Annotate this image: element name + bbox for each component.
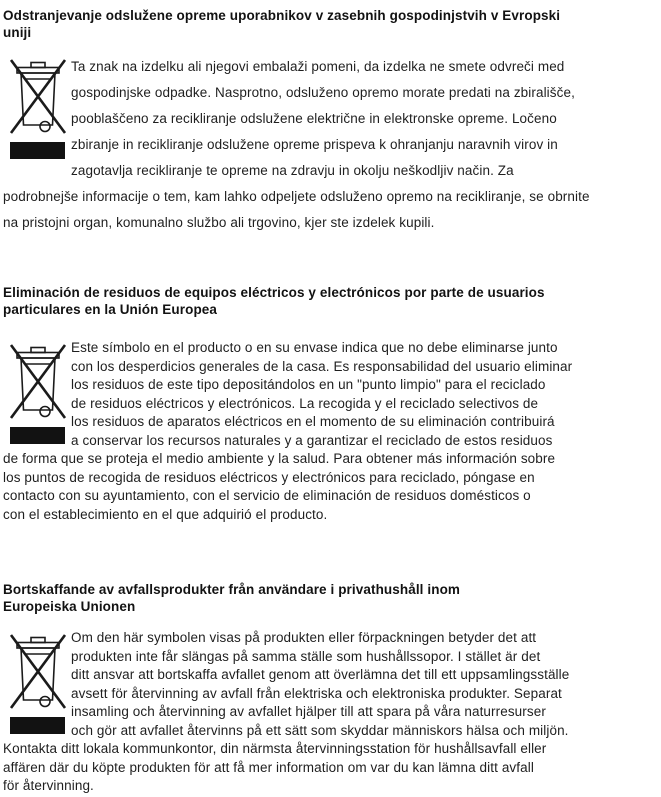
text-line: los residuos de aparatos eléctricos en el momento de su eliminación contribuirá [71, 414, 555, 429]
crossed-out-wheeled-bin-icon [10, 632, 66, 711]
weee-symbol-block [3, 54, 71, 159]
weee-black-bar [10, 142, 65, 159]
crossed-out-wheeled-bin-icon [10, 342, 66, 421]
weee-symbol-block [3, 629, 71, 734]
text-line: affären där du köpte produkten för att få mer information om var du kan lämna ditt avfall [3, 759, 534, 775]
weee-black-bar [10, 427, 65, 444]
text-line: Ta znak na izdelku ali njegovi embalaži pomeni, da izdelka ne smete odvreči med [71, 59, 565, 74]
text-line: Kontakta ditt lokala kommunkontor, din närmsta återvinningsstation för hushållsavfall eller [3, 741, 547, 756]
text-line: för återvinning. [3, 778, 94, 793]
section-heading-line: Europeiska Unionen [3, 598, 136, 614]
section-swedish [3, 582, 657, 796]
text-line: pooblaščeno za recikliranje odslužene električne in elektronske opreme. Ločeno [71, 111, 557, 126]
section-text [71, 54, 657, 184]
text-line: los puntos de recogida de residuos eléctricos y electrónicos para reciclado, póngase en [3, 469, 535, 485]
section-heading [3, 582, 657, 615]
crossed-out-wheeled-bin-icon [10, 57, 66, 136]
section-text [71, 629, 657, 740]
text-line: a conservar los recursos naturales y a garantizar el reciclado de estos residuos [71, 432, 553, 448]
section-heading [3, 8, 657, 41]
text-line: produkten inte får slängas på samma ställe som hushållssopor. I stället är det [71, 648, 541, 664]
text-line: contacto con su ayuntamiento, con el servicio de eliminación de residuos domésticos o [3, 488, 531, 503]
text-line: podrobnejše informacije o tem, kam lahko odpeljete odsluženo opremo na recikliranje, se obrnite [3, 189, 590, 204]
text-line: Este símbolo en el producto o en su envase indica que no debe eliminarse junto [71, 340, 558, 355]
section-text-fullwidth [3, 184, 657, 236]
section-text-fullwidth [3, 450, 657, 524]
text-line: na pristojni organ, komunalno službo ali trgovino, kjer ste izdelek kupili. [3, 215, 435, 230]
section-heading-line: uniji [3, 24, 32, 40]
section-spanish [3, 285, 657, 524]
text-line: los residuos de este tipo depositándolos en un "punto limpio" para el reciclado [71, 377, 546, 392]
text-line: de residuos eléctricos y electrónicos. La recogida y el reciclado selectivos de [71, 395, 539, 411]
text-line: avsett för återvinning av avfall från elektriska och elektroniska produkter. Separat [71, 685, 562, 701]
section-text-fullwidth [3, 740, 657, 796]
section-heading [3, 285, 657, 318]
weee-symbol-block [3, 339, 71, 444]
section-heading-line: particulares en la Unión Europea [3, 301, 218, 317]
section-body [3, 629, 657, 740]
text-line: och gör att avfallet återvinns på ett sätt som skyddar människors hälsa och miljön. [71, 722, 569, 738]
text-line: insamling och återvinning av avfallet hjälper till att spara på våra naturresurser [71, 704, 546, 719]
text-line: ditt ansvar att bortskaffa avfallet genom att överlämna det till ett uppsamlingsställe [71, 667, 570, 682]
section-text [71, 339, 657, 450]
section-heading-line: Bortskaffande av avfallsprodukter från användare i privathushåll inom [3, 582, 461, 597]
section-heading-line: Odstranjevanje odslužene opreme uporabnikov v zasebnih gospodinjstvih v Evropski [3, 8, 561, 23]
text-line: zagotavlja recikliranje te opreme na zdravju in okolju neškodljiv način. Za [71, 163, 514, 178]
section-body [3, 339, 657, 450]
weee-black-bar [10, 717, 65, 734]
section-body [3, 54, 657, 184]
section-heading-line: Eliminación de residuos de equipos eléctricos y electrónicos por parte de usuarios [3, 285, 545, 300]
text-line: Om den här symbolen visas på produkten eller förpackningen betyder det att [71, 630, 537, 645]
text-line: de forma que se proteja el medio ambiente y la salud. Para obtener más información sobre [3, 451, 556, 466]
text-line: gospodinjske odpadke. Nasprotno, odsluženo opremo morate predati na zbirališče, [71, 85, 575, 100]
text-line: zbiranje in recikliranje odslužene opreme prispeva k ohranjanju naravnih virov in [71, 137, 558, 152]
text-line: con el establecimiento en el que adquirió el producto. [3, 506, 328, 522]
text-line: con los desperdicios generales de la casa. Es responsabilidad del usuario eliminar [71, 358, 573, 374]
section-slovenian [3, 8, 657, 236]
